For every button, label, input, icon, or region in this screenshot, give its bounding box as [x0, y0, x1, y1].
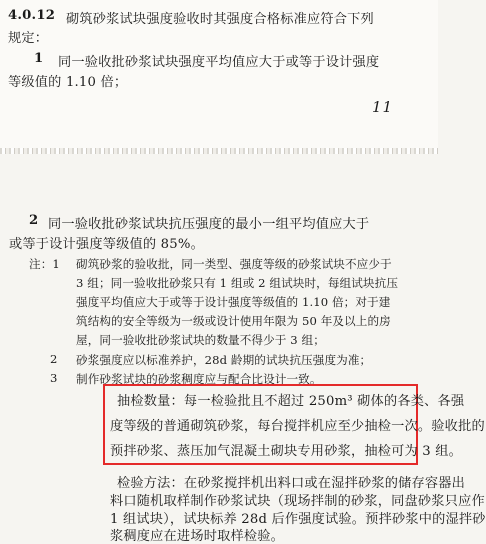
clause-number: 4.0.12 [8, 8, 56, 23]
note-1-line-1: 砌筑砂浆的验收批，同一类型、强度等级的砂浆试块不应少于 [76, 257, 392, 271]
method-line-2: 料口随机取样制作砂浆试块（现场拌制的砂浆，同盘砂浆只应作 [110, 494, 485, 509]
note-2-text: 砂浆强度应以标准养护，28d 龄期的试块抗压强度为准； [76, 353, 372, 367]
sampling-line-2: 度等级的普通砌筑砂浆，每台搅拌机应至少抽检一次。验收批的 [110, 419, 485, 434]
note-1-line-3: 强度平均值应大于或等于设计强度等级值的 1.10 倍；对于建 [76, 295, 391, 309]
note-3-text: 制作砂浆试块的砂浆稠度应与配合比设计一致。 [76, 372, 322, 386]
note-2-number: 2 [50, 352, 58, 366]
note-1-line-2: 3 组；同一验收批砂浆只有 1 组或 2 组试块时，每组试块抗压 [76, 276, 399, 290]
method-line-3: 1 组试块），试块标养 28d 后作强度试验。预拌砂浆中的湿拌砂 [110, 512, 486, 527]
item-2-text-line-2: 或等于设计强度等级值的 85%。 [9, 237, 204, 252]
note-label: 注：1 [29, 257, 60, 271]
item-1-text-line-1: 同一验收批砂浆试块强度平均值应大于或等于设计强度 [58, 55, 380, 70]
method-line-1: 检验方法：在砂浆搅拌机出料口或在湿拌砂浆的储存容器出 [117, 476, 466, 491]
item-1-number: 1 [34, 51, 44, 66]
page-number: 11 [372, 98, 394, 116]
sampling-line-1: 抽检数量：每一检验批且不超过 250m³ 砌体的各类、各强 [117, 394, 465, 409]
clause-text-line-1: 砌筑砂浆试块强度验收时其强度合格标准应符合下列 [66, 12, 374, 27]
method-line-4: 浆稠度应在进场时取样检验。 [110, 529, 285, 544]
item-2-text-line-1: 同一验收批砂浆试块抗压强度的最小一组平均值应大于 [48, 217, 370, 232]
note-1-line-5: 屋，同一验收批砂浆试块的数量不得少于 3 组； [76, 333, 325, 347]
note-3-number: 3 [50, 371, 58, 385]
item-2-number: 2 [29, 213, 39, 228]
note-1-line-4: 筑结构的安全等级为一级或设计使用年限为 50 年及以上的房 [76, 314, 391, 328]
clause-text-line-2: 规定： [8, 31, 49, 46]
item-1-text-line-2: 等级值的 1.10 倍； [8, 75, 128, 90]
sampling-line-3: 预拌砂浆、蒸压加气混凝土砌块专用砂浆，抽检可为 3 组。 [110, 444, 463, 459]
